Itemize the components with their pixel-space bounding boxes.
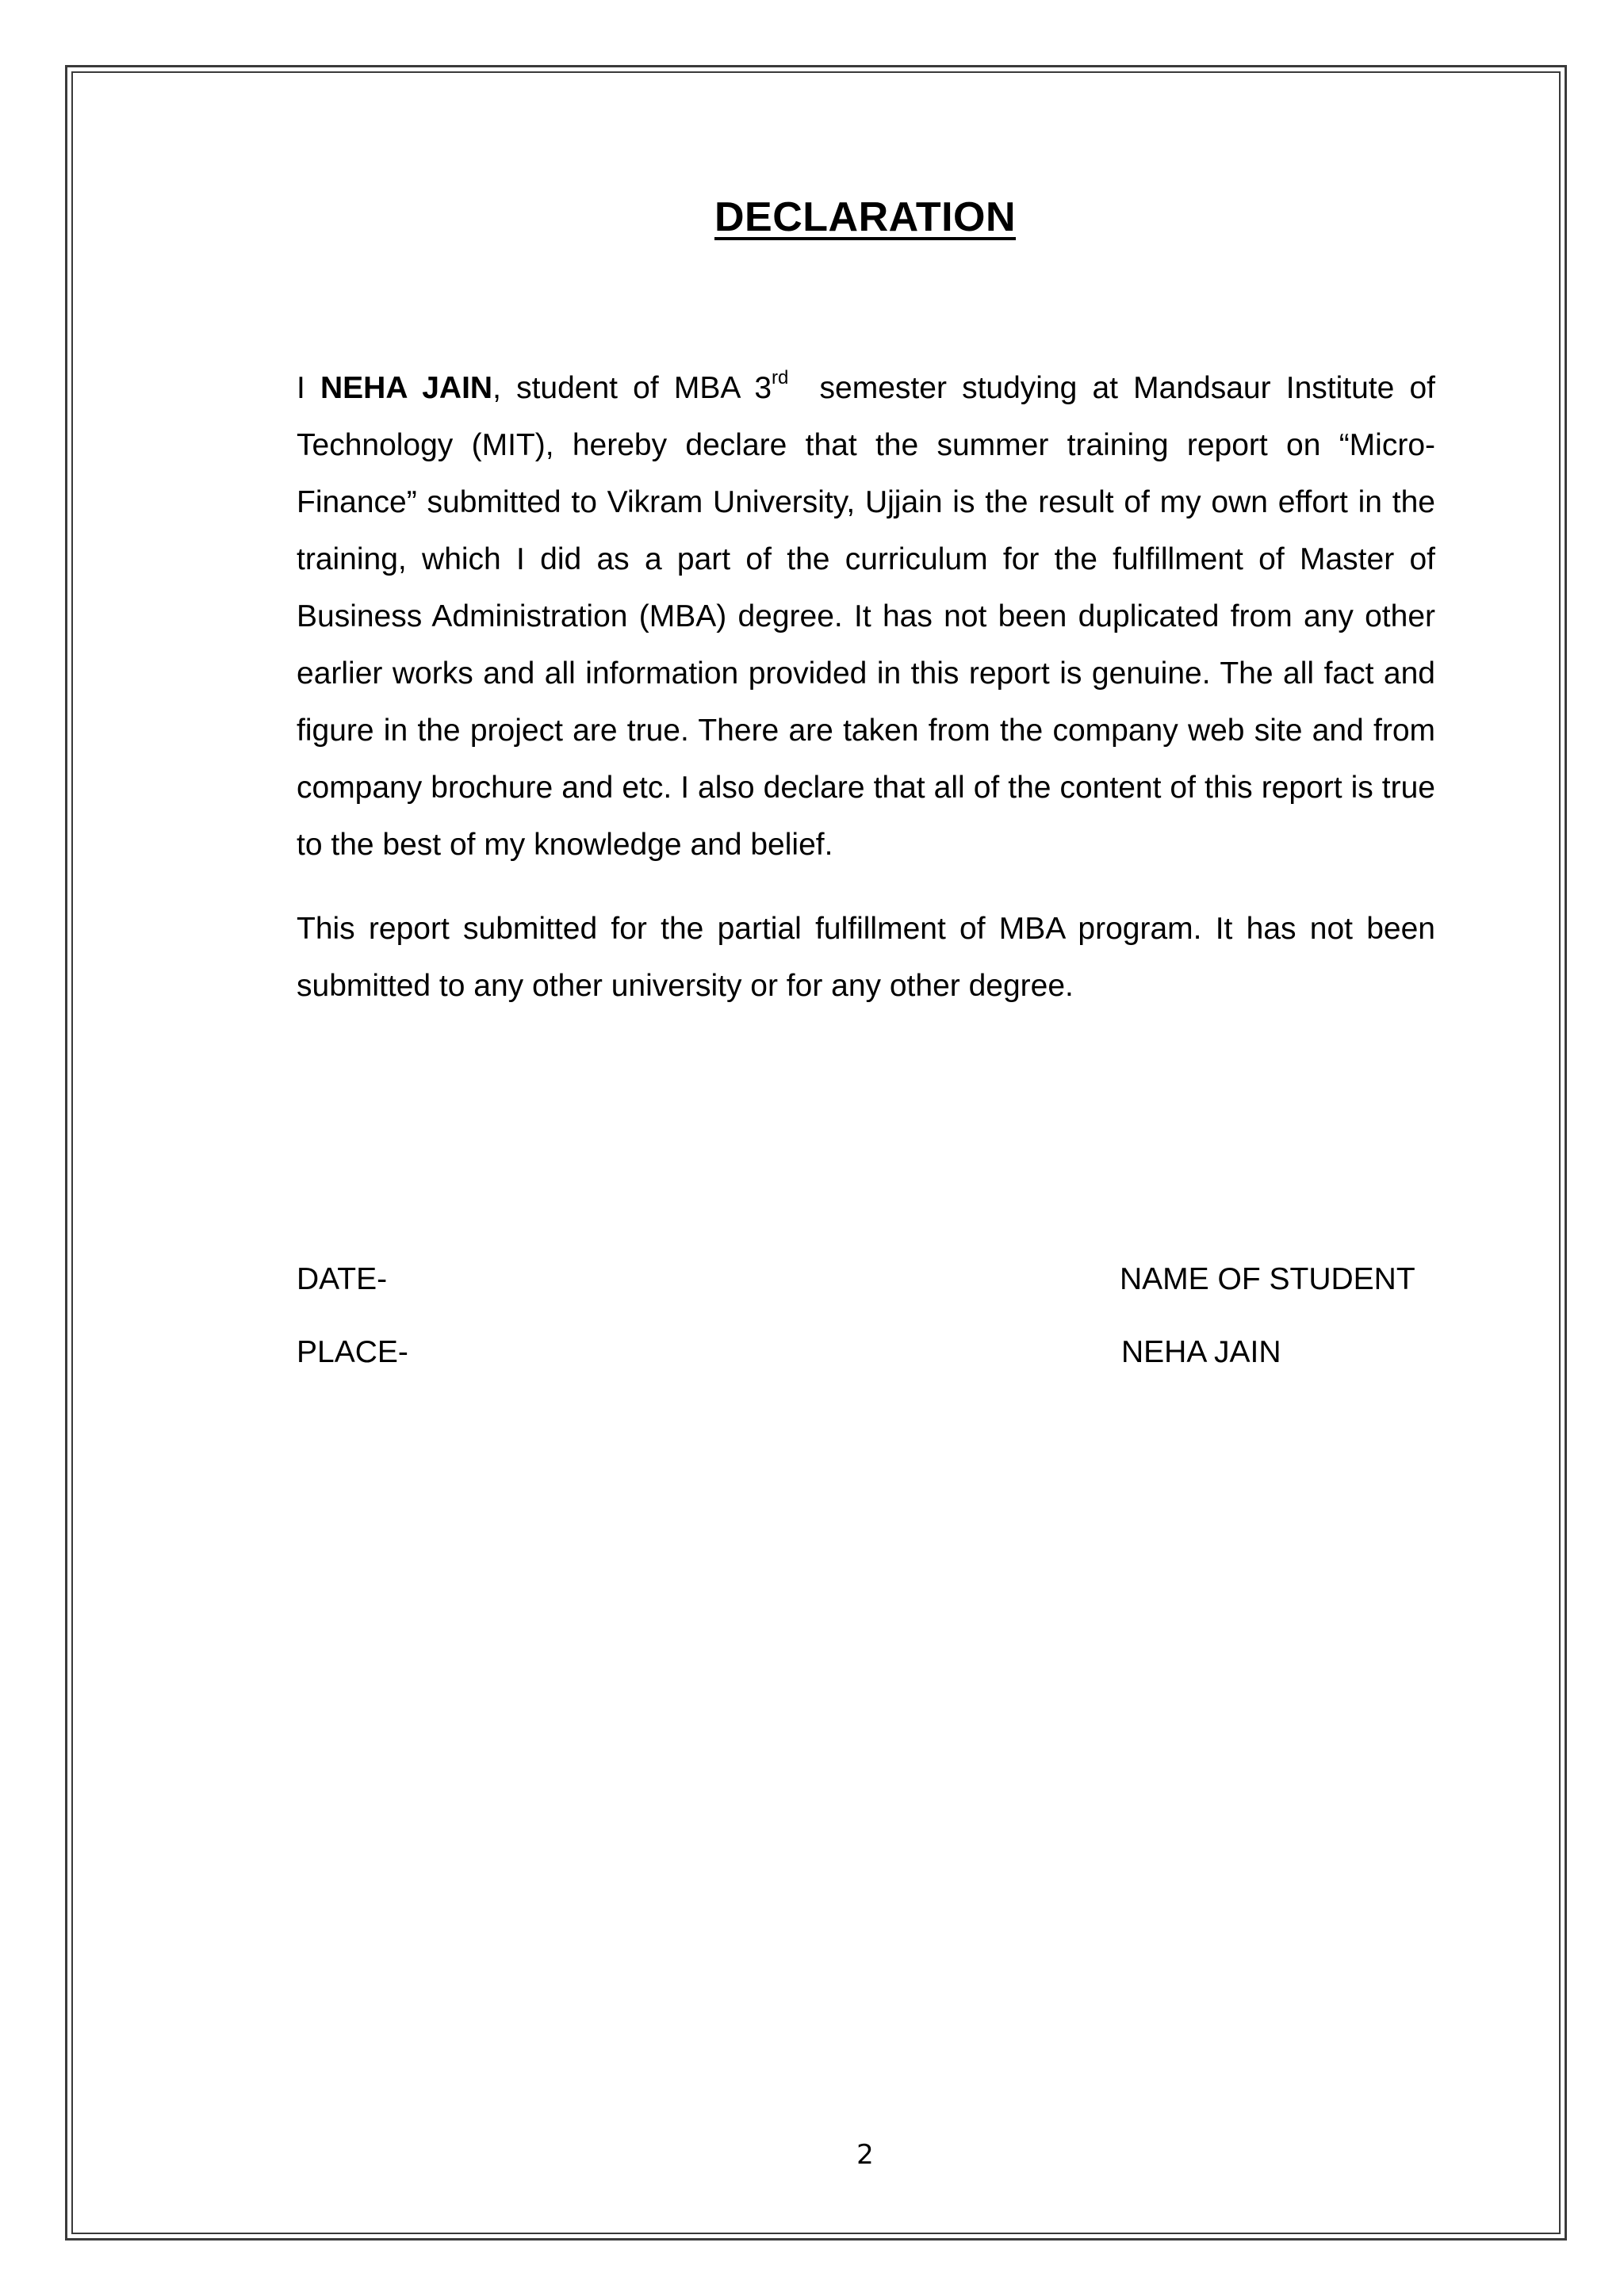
- declaration-paragraph-2: This report submitted for the partial fulfillment of MBA program. It has not been submitted to any other university or for any other degree.: [297, 912, 1435, 1003]
- page-title: DECLARATION: [714, 194, 1017, 240]
- paragraph-prefix: I: [297, 371, 320, 405]
- page-number: 2: [856, 2139, 874, 2171]
- ordinal-superscript: rd: [772, 367, 789, 388]
- paragraph-text-b: semester studying at Mandsaur Institute of Technology (MIT), hereby declare that the summer training report on “Micro-Finance” submitted to Vikram University, Ujjain is the result of my own effort in the training, which I did as a part of the curriculum for the fulfillment of Master of Business Administration (MBA) degree. It has not been duplicated from any other earlier works and all information provided in this report is genuine. The all fact and figure in the project are true. There are taken from the company web site and from company brochure and etc. I also declare that all of the content of this report is true to the best of my knowledge and belief.: [297, 371, 1436, 862]
- name-of-student-label: NAME OF STUDENT: [1120, 1262, 1415, 1296]
- student-name: NEHA JAIN: [1121, 1335, 1281, 1369]
- place-label: PLACE-: [297, 1335, 408, 1369]
- declaration-paragraph-1: [297, 360, 1435, 874]
- paragraph-text-a: , student of MBA 3: [492, 371, 772, 405]
- date-label: DATE-: [297, 1262, 388, 1296]
- student-name-bold: NEHA JAIN: [320, 371, 493, 405]
